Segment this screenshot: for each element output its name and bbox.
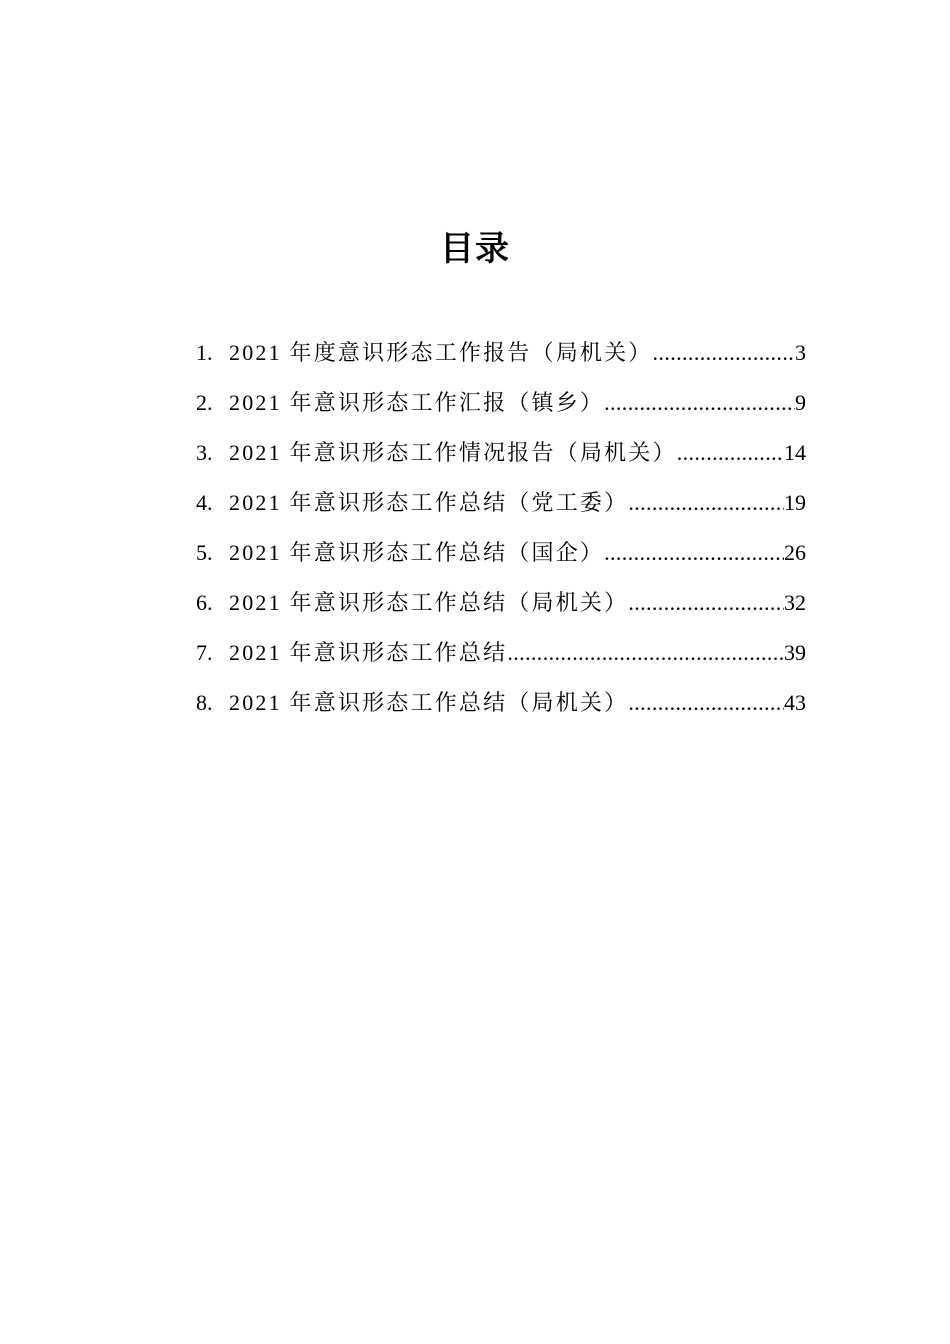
toc-entry[interactable] (196, 586, 806, 636)
toc-entry-page: 39 (784, 640, 806, 665)
toc-title: 目录 (440, 231, 510, 268)
toc-entry-number: 6. (196, 590, 213, 615)
toc-entry[interactable] (196, 636, 806, 686)
toc-entry-page: 43 (784, 690, 806, 715)
toc-list (196, 336, 806, 736)
toc-dot-leader (628, 686, 784, 720)
toc-entry-page: 19 (784, 490, 806, 515)
toc-entry-number: 7. (196, 640, 213, 665)
toc-entry-title: 2021 年意识形态工作总结（局机关） (229, 590, 629, 615)
toc-entry-number: 4. (196, 490, 213, 515)
toc-entry[interactable] (196, 336, 806, 386)
toc-dot-leader (653, 336, 795, 370)
toc-entry-title: 2021 年意识形态工作总结（党工委） (229, 490, 629, 515)
toc-entry-number: 2. (196, 390, 213, 415)
toc-entry-number: 5. (196, 540, 213, 565)
toc-dot-leader (604, 386, 795, 420)
toc-dot-leader (507, 636, 784, 670)
toc-entry-page: 9 (795, 390, 806, 415)
toc-entry-page: 32 (784, 590, 806, 615)
toc-entry-title: 2021 年意识形态工作总结（国企） (229, 540, 605, 565)
toc-entry-title: 2021 年意识形态工作情况报告（局机关） (229, 440, 677, 465)
toc-dot-leader (677, 436, 784, 470)
toc-entry[interactable] (196, 436, 806, 486)
toc-entry-title: 2021 年意识形态工作总结（局机关） (229, 690, 629, 715)
toc-entry-title: 2021 年度意识形态工作报告（局机关） (229, 340, 653, 365)
toc-dot-leader (628, 486, 784, 520)
toc-entry[interactable] (196, 686, 806, 736)
toc-entry[interactable] (196, 536, 806, 586)
toc-entry-title: 2021 年意识形态工作总结 (229, 640, 508, 665)
toc-dot-leader (604, 536, 784, 570)
toc-entry-title: 2021 年意识形态工作汇报（镇乡） (229, 390, 605, 415)
toc-dot-leader (628, 586, 784, 620)
toc-entry[interactable] (196, 386, 806, 436)
toc-entry-page: 3 (795, 340, 806, 365)
toc-entry-number: 1. (196, 340, 213, 365)
toc-entry-number: 3. (196, 440, 213, 465)
toc-entry[interactable] (196, 486, 806, 536)
toc-entry-page: 14 (784, 440, 806, 465)
toc-entry-page: 26 (784, 540, 806, 565)
toc-entry-number: 8. (196, 690, 213, 715)
